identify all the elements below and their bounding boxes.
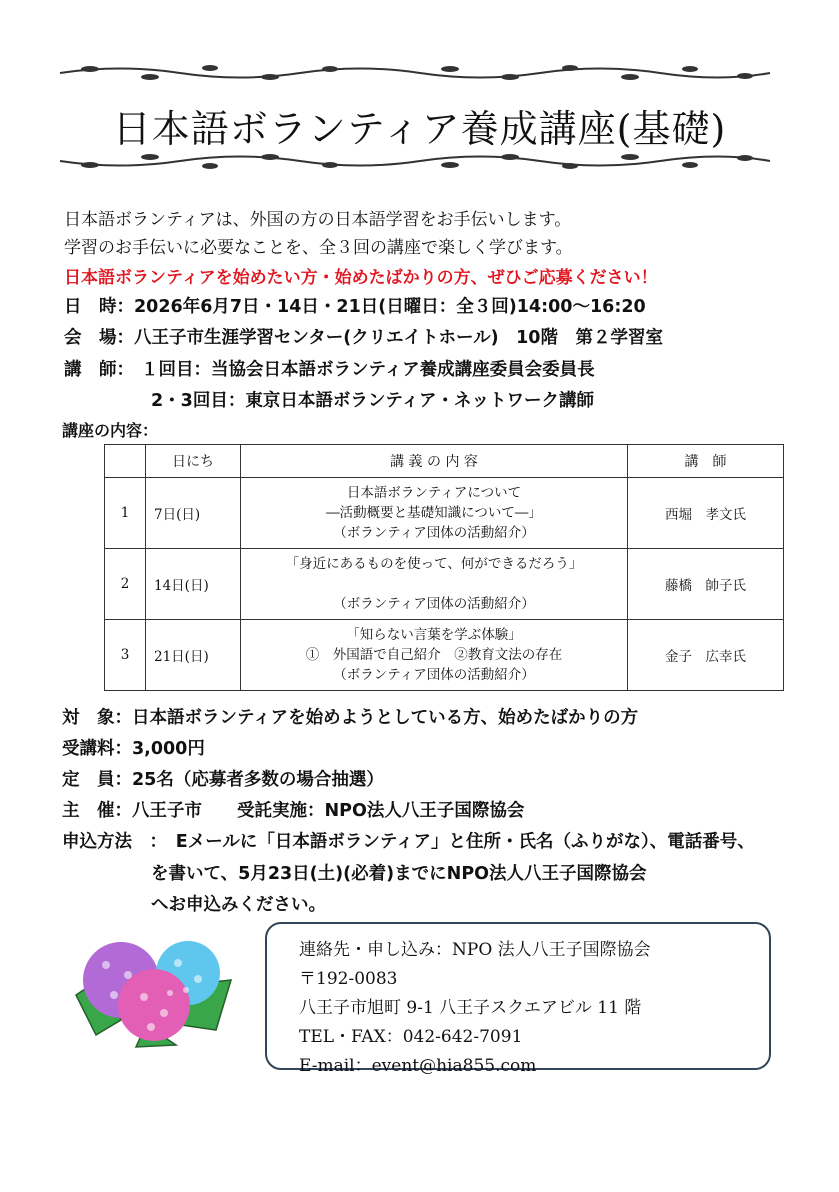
content-line: （ボランティア団体の活動紹介） bbox=[333, 667, 535, 683]
page-title: 日本語ボランティア養成講座(基礎) bbox=[112, 107, 727, 151]
apply-line-1: 申込方法 ： Eメールに「日本語ボランティア」と住所・氏名（ふりがな）、電話番号、 bbox=[62, 832, 755, 852]
row-lecturer: 西堀 孝文氏 bbox=[628, 478, 784, 549]
lecturer-row bbox=[64, 356, 595, 381]
row-lecturer: 金子 広幸氏 bbox=[628, 620, 784, 691]
date-label: 日 時： bbox=[64, 297, 134, 317]
contact-phone: TEL・FAX：042-642-7091 bbox=[299, 1027, 523, 1047]
content-line: ① 外国語で自己紹介 ②教育文法の存在 bbox=[305, 647, 563, 663]
row-content bbox=[241, 620, 628, 691]
venue-row bbox=[64, 324, 663, 349]
apply-line-3: へお申込みください。 bbox=[151, 895, 326, 915]
contact-address: 八王子市旭町 9-1 八王子スクエアビル 11 階 bbox=[299, 998, 642, 1018]
row-number: 1 bbox=[105, 478, 146, 549]
row-lecturer: 藤橋 帥子氏 bbox=[628, 549, 784, 620]
vine-decoration-bottom bbox=[0, 150, 839, 172]
row-content bbox=[241, 478, 628, 549]
target-line: 対 象：日本語ボランティアを始めようとしている方、始めたばかりの方 bbox=[62, 708, 639, 728]
header-no bbox=[105, 445, 146, 478]
contact-postal-code: 〒192-0083 bbox=[299, 969, 398, 989]
row-date: 7日(日) bbox=[146, 478, 241, 549]
row-number: 2 bbox=[105, 549, 146, 620]
lecturer-value-2: 2・3回目：東京日本語ボランティア・ネットワーク講師 bbox=[151, 391, 594, 411]
lecturer-value-1: １回目：当協会日本語ボランティア養成講座委員会委員長 bbox=[141, 360, 595, 380]
date-value: 2026年6月7日・14日・21日(日曜日：全３回)14:00～16:20 bbox=[134, 297, 646, 317]
course-schedule-table bbox=[104, 444, 784, 691]
content-line: 「知らない言葉を学ぶ体験」 bbox=[346, 627, 522, 643]
intro-highlight: 日本語ボランティアを始めたい方・始めたばかりの方、ぜひご応募ください！ bbox=[64, 268, 658, 288]
venue-value: 八王子市生涯学習センター(クリエイトホール) 10階 第２学習室 bbox=[134, 328, 663, 348]
intro-line-1: 日本語ボランティアは、外国の方の日本語学習をお手伝いします。 bbox=[64, 210, 572, 230]
hydrangea-illustration bbox=[66, 935, 241, 1050]
table-row bbox=[105, 478, 784, 549]
row-number: 3 bbox=[105, 620, 146, 691]
header-date: 日にち bbox=[146, 445, 241, 478]
date-row bbox=[64, 293, 646, 318]
content-line: 日本語ボランティアについて bbox=[346, 485, 522, 501]
table-header-row bbox=[105, 445, 784, 478]
row-content bbox=[241, 549, 628, 620]
row-date: 21日(日) bbox=[146, 620, 241, 691]
intro-line-2: 学習のお手伝いに必要なことを、全３回の講座で楽しく学びます。 bbox=[64, 238, 573, 258]
table-row bbox=[105, 549, 784, 620]
header-content: 講 義 の 内 容 bbox=[241, 445, 628, 478]
lecturer-label: 講 師： bbox=[64, 360, 134, 380]
content-label: 講座の内容： bbox=[62, 421, 159, 440]
header-lecturer: 講 師 bbox=[628, 445, 784, 478]
row-date: 14日(日) bbox=[146, 549, 241, 620]
content-line: ―活動概要と基礎知識について―」 bbox=[326, 505, 542, 521]
content-line: 「身近にあるものを使って、何ができるだろう」 bbox=[285, 556, 583, 572]
content-line: （ボランティア団体の活動紹介） bbox=[333, 596, 535, 612]
apply-line-2: を書いて、5月23日(土)(必着)までにNPO法人八王子国際協会 bbox=[151, 864, 647, 884]
fee-line: 受講料：3,000円 bbox=[62, 739, 205, 759]
organizer-line: 主 催：八王子市 受託実施：NPO法人八王子国際協会 bbox=[62, 801, 525, 821]
table-row bbox=[105, 620, 784, 691]
venue-label: 会 場： bbox=[64, 328, 134, 348]
vine-decoration-top bbox=[0, 62, 839, 84]
contact-line-1: 連絡先・申し込み：NPO 法人八王子国際協会 bbox=[299, 940, 651, 960]
content-line bbox=[242, 574, 626, 594]
capacity-line: 定 員：25名（応募者多数の場合抽選） bbox=[62, 770, 384, 790]
content-line: （ボランティア団体の活動紹介） bbox=[333, 525, 535, 541]
contact-box bbox=[265, 922, 771, 1076]
contact-email: E-mail：event@hia855.com bbox=[299, 1056, 537, 1076]
